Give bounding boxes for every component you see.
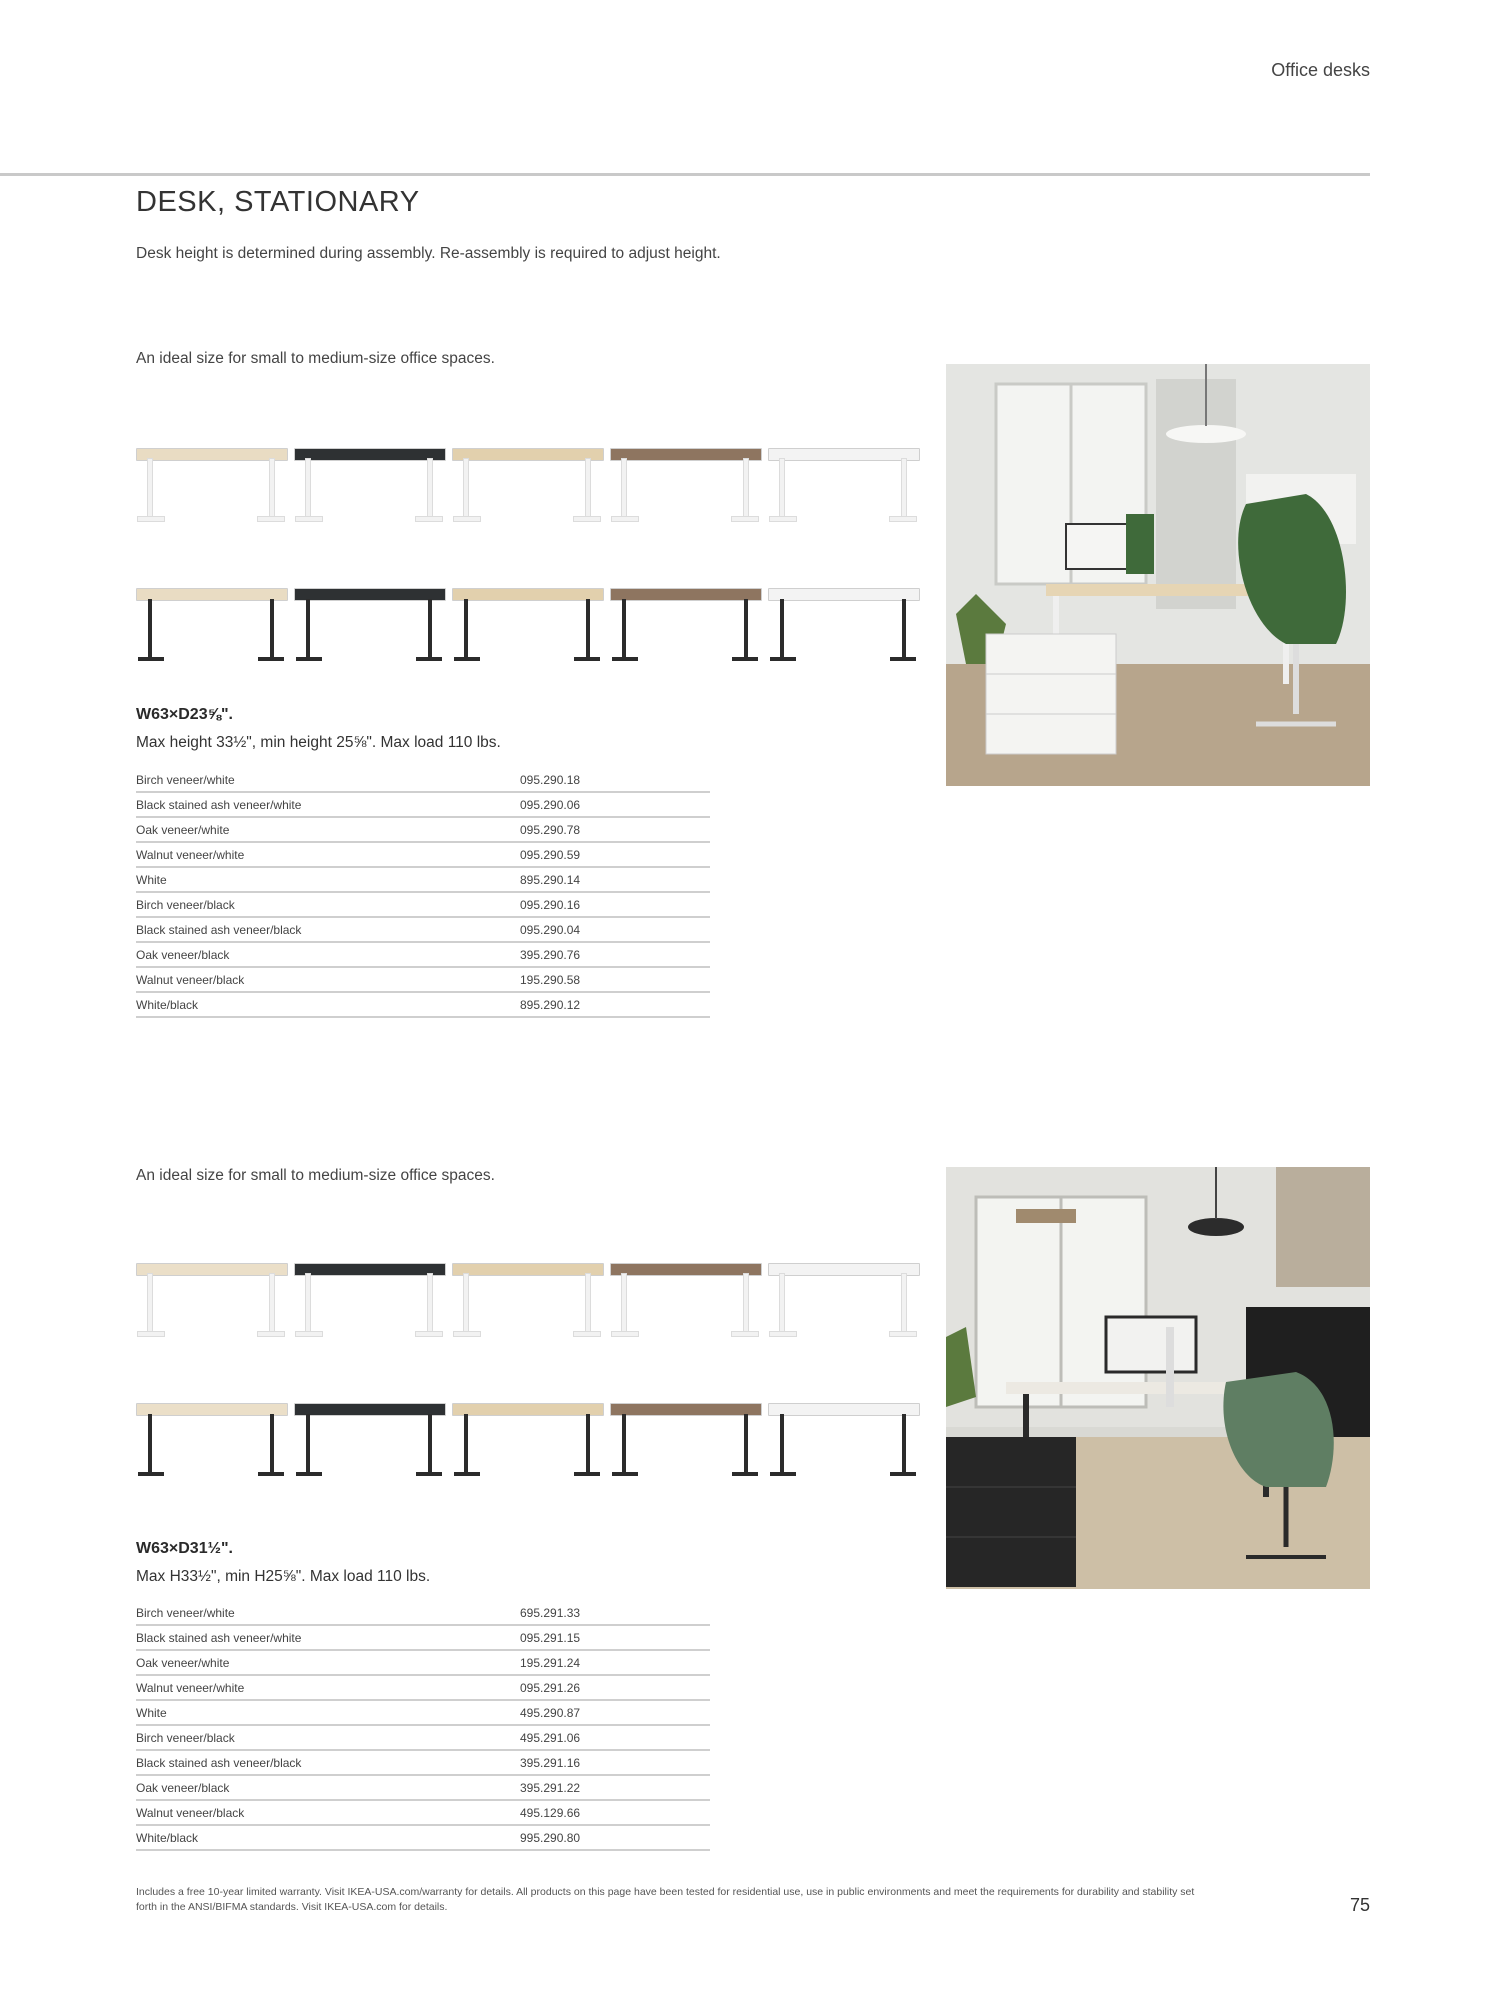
color-name: Walnut veneer/white bbox=[136, 1675, 520, 1700]
article-number-table bbox=[136, 1601, 710, 1851]
article-number: 895.290.12 bbox=[520, 992, 710, 1017]
desk-foot bbox=[732, 1332, 758, 1336]
desk-leg bbox=[270, 1274, 274, 1332]
table-row bbox=[136, 1750, 710, 1775]
desk-foot bbox=[732, 1472, 758, 1476]
table-row bbox=[136, 1825, 710, 1850]
color-name: Walnut veneer/white bbox=[136, 842, 520, 867]
color-name: Oak veneer/white bbox=[136, 817, 520, 842]
desk-foot bbox=[258, 1472, 284, 1476]
desk-swatch-walnut-black bbox=[610, 560, 760, 670]
desk-swatch-black-stained-ash-white bbox=[294, 1235, 444, 1345]
desk-top bbox=[136, 448, 288, 461]
desk-top bbox=[768, 1263, 920, 1276]
desk-foot bbox=[138, 1332, 164, 1336]
section-intro: An ideal size for small to medium-size office spaces. bbox=[136, 350, 495, 367]
table-row bbox=[136, 842, 710, 867]
table-row bbox=[136, 1725, 710, 1750]
table-row bbox=[136, 967, 710, 992]
desk-foot bbox=[574, 657, 600, 661]
table-row bbox=[136, 1700, 710, 1725]
desk-foot bbox=[138, 657, 164, 661]
desk-leg bbox=[622, 599, 626, 657]
desk-foot bbox=[138, 517, 164, 521]
desk-leg bbox=[428, 1274, 432, 1332]
color-name: White/black bbox=[136, 992, 520, 1017]
desk-leg bbox=[428, 459, 432, 517]
article-number: 695.291.33 bbox=[520, 1601, 710, 1625]
desk-leg bbox=[586, 1414, 590, 1472]
desk-foot bbox=[454, 657, 480, 661]
desk-swatch-oak-black bbox=[452, 560, 602, 670]
desk-foot bbox=[770, 517, 796, 521]
desk-foot bbox=[890, 517, 916, 521]
desk-top bbox=[136, 588, 288, 601]
desk-dimensions: W63×D31½". bbox=[136, 1540, 233, 1557]
desk-leg bbox=[148, 1274, 152, 1332]
page-number: 75 bbox=[1349, 1895, 1370, 1915]
desk-color-swatches bbox=[136, 420, 926, 690]
article-number: 095.290.78 bbox=[520, 817, 710, 842]
article-number: 895.290.14 bbox=[520, 867, 710, 892]
desk-leg bbox=[744, 459, 748, 517]
desk-top bbox=[452, 1263, 604, 1276]
desk-foot bbox=[416, 1472, 442, 1476]
article-number-table bbox=[136, 768, 710, 1018]
desk-color-swatches bbox=[136, 1235, 926, 1505]
footnote: Includes a free 10-year limited warranty. Visit IKEA-USA.com/warranty for details. All products on this page have been tested for residential use, use in public environments and meet the requirements for durability and stability set forth in the ANSI/BIFMA standards. Visit IKEA-USA.com for details. bbox=[136, 1886, 1195, 1913]
desk-foot bbox=[890, 1332, 916, 1336]
color-name: Oak veneer/black bbox=[136, 1775, 520, 1800]
color-name: Black stained ash veneer/black bbox=[136, 917, 520, 942]
desk-leg bbox=[902, 599, 906, 657]
desk-top bbox=[610, 588, 762, 601]
desk-foot bbox=[258, 517, 284, 521]
desk-leg bbox=[306, 1274, 310, 1332]
table-row bbox=[136, 792, 710, 817]
desk-leg bbox=[586, 599, 590, 657]
article-number: 095.290.06 bbox=[520, 792, 710, 817]
desk-swatch-white bbox=[768, 1235, 918, 1345]
desk-leg bbox=[744, 1414, 748, 1472]
desk-foot bbox=[890, 657, 916, 661]
desk-leg bbox=[270, 459, 274, 517]
desk-swatch-walnut-white bbox=[610, 420, 760, 530]
article-number: 095.291.26 bbox=[520, 1675, 710, 1700]
desk-swatch-oak-white bbox=[452, 420, 602, 530]
desk-leg bbox=[148, 1414, 152, 1472]
desk-foot bbox=[454, 1332, 480, 1336]
desk-foot bbox=[258, 1332, 284, 1336]
desk-leg bbox=[902, 459, 906, 517]
desk-leg bbox=[902, 1414, 906, 1472]
desk-foot bbox=[416, 517, 442, 521]
table-row bbox=[136, 942, 710, 967]
article-number: 095.290.18 bbox=[520, 768, 710, 792]
desk-top bbox=[610, 1403, 762, 1416]
color-name: Oak veneer/black bbox=[136, 942, 520, 967]
article-number: 095.290.16 bbox=[520, 892, 710, 917]
desk-leg bbox=[148, 459, 152, 517]
article-number: 195.290.58 bbox=[520, 967, 710, 992]
article-number: 395.290.76 bbox=[520, 942, 710, 967]
desk-foot bbox=[296, 1472, 322, 1476]
desk-swatch-black-stained-ash-white bbox=[294, 420, 444, 530]
desk-foot bbox=[574, 517, 600, 521]
desk-foot bbox=[732, 657, 758, 661]
desk-leg bbox=[148, 599, 152, 657]
desk-top bbox=[610, 1263, 762, 1276]
section-intro: An ideal size for small to medium-size office spaces. bbox=[136, 1167, 495, 1184]
desk-swatch-walnut-black bbox=[610, 1375, 760, 1485]
desk-specs: Max height 33½", min height 25⅝". Max load 110 lbs. bbox=[136, 734, 501, 751]
color-name: Walnut veneer/black bbox=[136, 1800, 520, 1825]
color-name: Birch veneer/white bbox=[136, 768, 520, 792]
desk-foot bbox=[770, 1472, 796, 1476]
desk-leg bbox=[428, 599, 432, 657]
color-name: White bbox=[136, 867, 520, 892]
desk-foot bbox=[574, 1332, 600, 1336]
table-row bbox=[136, 1650, 710, 1675]
color-name: Birch veneer/black bbox=[136, 892, 520, 917]
color-name: Birch veneer/white bbox=[136, 1601, 520, 1625]
desk-leg bbox=[306, 459, 310, 517]
desk-top bbox=[610, 448, 762, 461]
desk-top bbox=[136, 1263, 288, 1276]
office-photo-illustration bbox=[946, 364, 1370, 786]
color-name: Black stained ash veneer/black bbox=[136, 1750, 520, 1775]
page-subtitle: Desk height is determined during assembly. Re-assembly is required to adjust height. bbox=[136, 245, 721, 262]
desk-foot bbox=[296, 657, 322, 661]
table-row bbox=[136, 1800, 710, 1825]
desk-top bbox=[136, 1403, 288, 1416]
desk-foot bbox=[296, 1332, 322, 1336]
desk-leg bbox=[622, 1274, 626, 1332]
article-number: 495.129.66 bbox=[520, 1800, 710, 1825]
desk-foot bbox=[770, 657, 796, 661]
table-row bbox=[136, 867, 710, 892]
desk-swatch-oak-black bbox=[452, 1375, 602, 1485]
desk-foot bbox=[612, 1472, 638, 1476]
desk-top bbox=[768, 588, 920, 601]
desk-leg bbox=[586, 1274, 590, 1332]
table-row bbox=[136, 768, 710, 792]
desk-swatch-walnut-white bbox=[610, 1235, 760, 1345]
desk-swatch-black-stained-ash-black bbox=[294, 560, 444, 670]
desk-foot bbox=[612, 1332, 638, 1336]
desk-leg bbox=[902, 1274, 906, 1332]
table-row bbox=[136, 992, 710, 1017]
color-name: White bbox=[136, 1700, 520, 1725]
desk-leg bbox=[306, 599, 310, 657]
color-name: Birch veneer/black bbox=[136, 1725, 520, 1750]
color-name: White/black bbox=[136, 1825, 520, 1850]
desk-leg bbox=[780, 459, 784, 517]
desk-leg bbox=[622, 459, 626, 517]
desk-leg bbox=[744, 1274, 748, 1332]
desk-leg bbox=[464, 1274, 468, 1332]
article-number: 495.290.87 bbox=[520, 1700, 710, 1725]
desk-leg bbox=[464, 459, 468, 517]
desk-top bbox=[294, 1263, 446, 1276]
section-label: Office desks bbox=[1271, 60, 1370, 80]
desk-foot bbox=[416, 1332, 442, 1336]
desk-leg bbox=[744, 599, 748, 657]
desk-foot bbox=[612, 517, 638, 521]
desk-leg bbox=[586, 459, 590, 517]
article-number: 195.291.24 bbox=[520, 1650, 710, 1675]
office-room-photo bbox=[946, 1167, 1370, 1589]
desk-leg bbox=[428, 1414, 432, 1472]
desk-swatch-white-black bbox=[768, 560, 918, 670]
color-name: Black stained ash veneer/white bbox=[136, 792, 520, 817]
header-divider bbox=[0, 173, 1370, 176]
desk-foot bbox=[258, 657, 284, 661]
desk-swatch-oak-white bbox=[452, 1235, 602, 1345]
desk-foot bbox=[732, 517, 758, 521]
desk-leg bbox=[780, 1414, 784, 1472]
desk-top bbox=[294, 588, 446, 601]
desk-swatch-white bbox=[768, 420, 918, 530]
color-name: Oak veneer/white bbox=[136, 1650, 520, 1675]
desk-top bbox=[768, 1403, 920, 1416]
desk-top bbox=[452, 588, 604, 601]
desk-swatch-birch-black bbox=[136, 560, 286, 670]
article-number: 495.291.06 bbox=[520, 1725, 710, 1750]
desk-dimensions: W63×D23⅝". bbox=[136, 706, 233, 723]
page-title: DESK, STATIONARY bbox=[136, 186, 420, 218]
desk-foot bbox=[574, 1472, 600, 1476]
desk-swatch-birch-black bbox=[136, 1375, 286, 1485]
table-row bbox=[136, 1775, 710, 1800]
desk-leg bbox=[464, 1414, 468, 1472]
color-name: Black stained ash veneer/white bbox=[136, 1625, 520, 1650]
desk-leg bbox=[464, 599, 468, 657]
desk-specs: Max H33½", min H25⅝". Max load 110 lbs. bbox=[136, 1568, 431, 1585]
article-number: 395.291.22 bbox=[520, 1775, 710, 1800]
desk-leg bbox=[270, 599, 274, 657]
table-row bbox=[136, 817, 710, 842]
article-number: 995.290.80 bbox=[520, 1825, 710, 1850]
desk-top bbox=[294, 1403, 446, 1416]
desk-foot bbox=[416, 657, 442, 661]
desk-foot bbox=[454, 517, 480, 521]
desk-swatch-birch-white bbox=[136, 420, 286, 530]
table-row bbox=[136, 917, 710, 942]
desk-foot bbox=[612, 657, 638, 661]
color-name: Walnut veneer/black bbox=[136, 967, 520, 992]
desk-leg bbox=[622, 1414, 626, 1472]
desk-leg bbox=[306, 1414, 310, 1472]
desk-foot bbox=[770, 1332, 796, 1336]
table-row bbox=[136, 1625, 710, 1650]
desk-swatch-birch-white bbox=[136, 1235, 286, 1345]
table-row bbox=[136, 892, 710, 917]
desk-top bbox=[294, 448, 446, 461]
desk-foot bbox=[454, 1472, 480, 1476]
desk-leg bbox=[270, 1414, 274, 1472]
article-number: 095.291.15 bbox=[520, 1625, 710, 1650]
table-row bbox=[136, 1675, 710, 1700]
article-number: 095.290.59 bbox=[520, 842, 710, 867]
desk-foot bbox=[296, 517, 322, 521]
desk-top bbox=[452, 448, 604, 461]
office-photo-illustration bbox=[946, 1167, 1370, 1589]
table-row bbox=[136, 1601, 710, 1625]
desk-top bbox=[452, 1403, 604, 1416]
article-number: 095.290.04 bbox=[520, 917, 710, 942]
desk-top bbox=[768, 448, 920, 461]
desk-foot bbox=[890, 1472, 916, 1476]
desk-foot bbox=[138, 1472, 164, 1476]
desk-leg bbox=[780, 599, 784, 657]
desk-leg bbox=[780, 1274, 784, 1332]
article-number: 395.291.16 bbox=[520, 1750, 710, 1775]
desk-swatch-white-black bbox=[768, 1375, 918, 1485]
office-room-photo bbox=[946, 364, 1370, 786]
desk-swatch-black-stained-ash-black bbox=[294, 1375, 444, 1485]
